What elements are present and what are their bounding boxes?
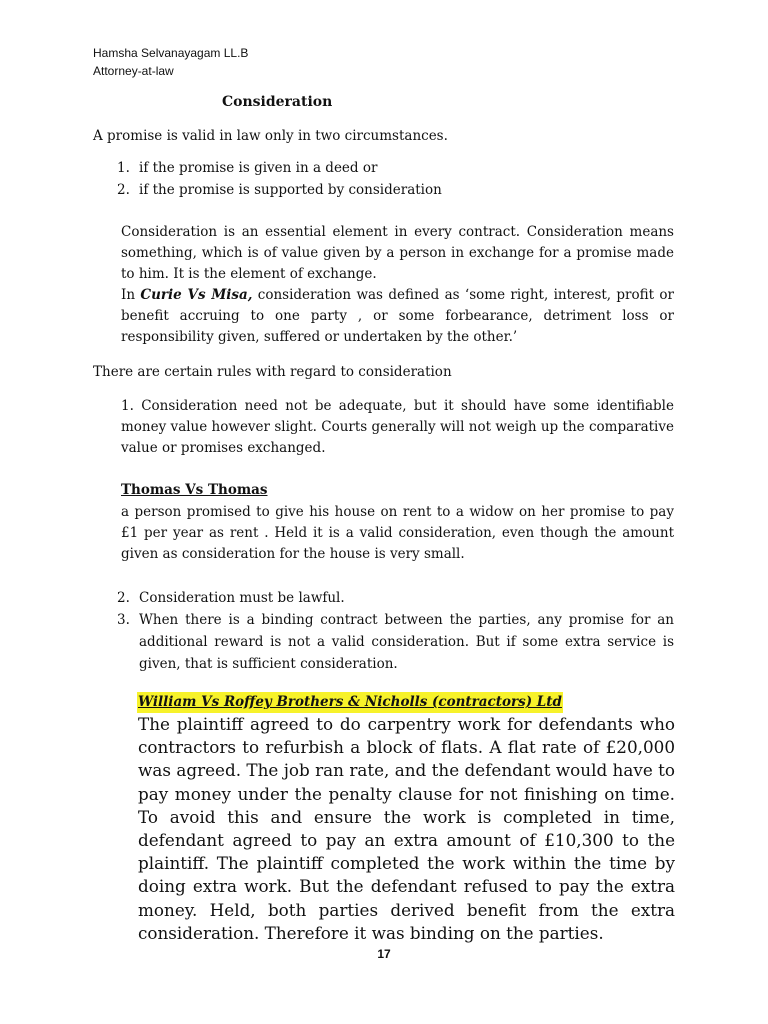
definition-text: Consideration is an essential element in every contract. Consideration means something, which is of value given by a person in exchange for a promise made to him. It is the element of exchange. xyxy=(121,224,674,282)
definition-case-text: consideration was defined as ‘some right, interest, profit or benefit accruing to one party , or some forbearance, detriment loss or responsibility given, suffered or undertaken by the other.’ xyxy=(121,287,674,345)
case-title-william: William Vs Roffey Brothers & Nicholls (contractors) Ltd xyxy=(137,692,563,713)
circumstances-list xyxy=(117,157,677,201)
list-item xyxy=(117,587,674,609)
list-item xyxy=(117,609,674,675)
list-number: 2. xyxy=(117,182,130,198)
list-number: 1. xyxy=(117,160,130,176)
list-number: 2. xyxy=(117,590,130,606)
author-header xyxy=(93,44,248,80)
list-text: if the promise is supported by consideration xyxy=(139,182,442,198)
author-name: Hamsha Selvanayagam LL.B xyxy=(93,46,249,60)
list-number: 3. xyxy=(117,612,130,628)
case-name-curie: Curie Vs Misa, xyxy=(140,287,253,303)
definition-in-prefix: In xyxy=(121,287,141,303)
page-number: 17 xyxy=(377,947,391,961)
case-text-thomas: a person promised to give his house on rent to a widow on her promise to pay £1 per year as rent . Held it is a valid consideration, even though the amount given as consideration for the house is very small. xyxy=(121,504,674,562)
page-title: Consideration xyxy=(222,94,333,110)
intro-text: A promise is valid in law only in two circumstances. xyxy=(93,128,448,144)
author-role: Attorney-at-law xyxy=(93,64,174,78)
case-title-thomas: Thomas Vs Thomas xyxy=(121,482,268,498)
case-text-william: The plaintiff agreed to do carpentry work for defendants who contractors to refurbish a block of flats. A flat rate of £20,000 was agreed. The job ran rate, and the defendant would have to pay money under the penalty clause for not finishing on time. To avoid this and ensure the work is completed in time, defendant agreed to pay an extra amount of £10,300 to the plaintiff. The plaintiff completed the work within the time by doing extra work. But the defendant refused to pay the extra money. Held, both parties derived benefit from the extra consideration. Therefore it was binding on the parties. xyxy=(138,714,675,943)
list-text: When there is a binding contract between the parties, any promise for an additional reward is not a valid consideration. But if some extra service is given, that is sufficient consideration. xyxy=(139,612,674,672)
list-item xyxy=(117,179,677,201)
list-text: if the promise is given in a deed or xyxy=(139,160,378,176)
rules-intro-text: There are certain rules with regard to consideration xyxy=(93,364,452,380)
list-text: Consideration must be lawful. xyxy=(139,590,345,606)
rule-1-text: 1. Consideration need not be adequate, but it should have some identifiable money value however slight. Courts generally will not weigh up the comparative value or promises exchanged. xyxy=(121,398,674,456)
more-rules-list xyxy=(117,587,674,675)
definition-paragraph xyxy=(121,222,674,348)
list-item xyxy=(117,157,677,179)
